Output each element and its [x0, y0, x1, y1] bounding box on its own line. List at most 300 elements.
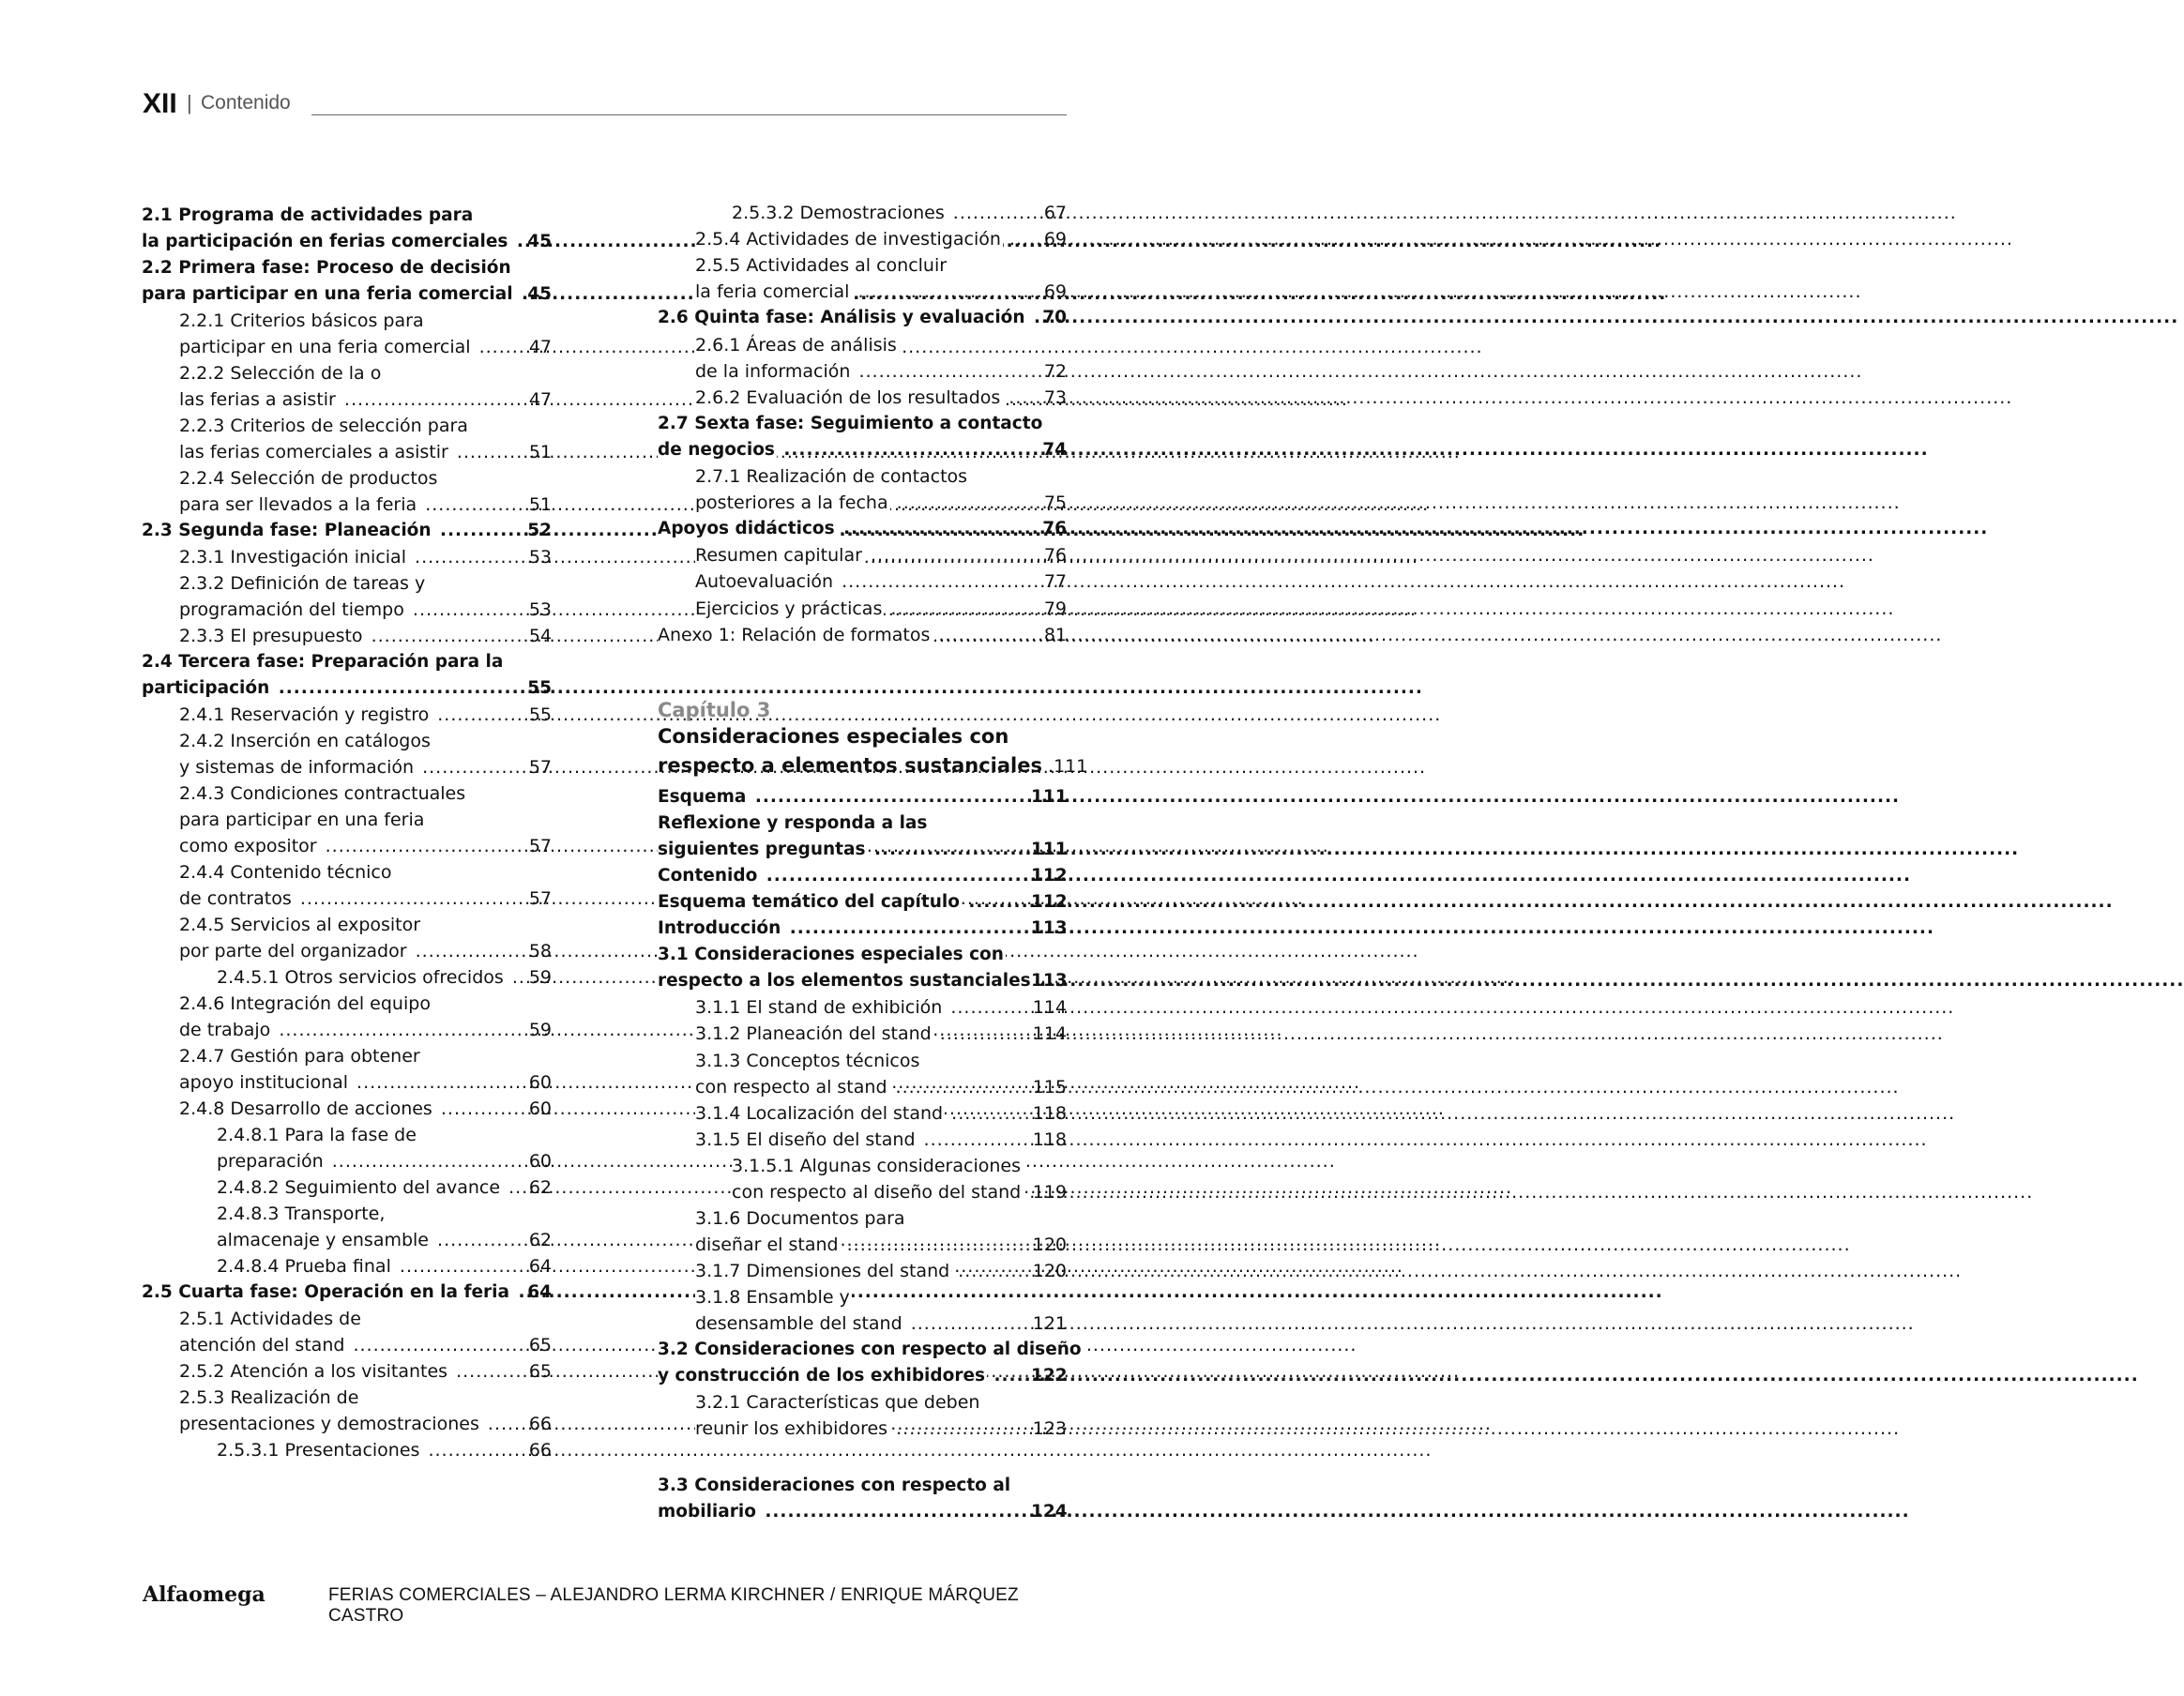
toc-entry — [658, 622, 1067, 648]
toc-entry-title — [217, 1253, 505, 1280]
toc-entry-text: la participación en ferias comerciales — [142, 232, 508, 251]
toc-entry-page: 66 — [528, 1414, 552, 1434]
toc-entry-title — [179, 465, 505, 492]
toc-entry-title — [658, 968, 1033, 994]
toc-entry-page: 76 — [1042, 519, 1067, 539]
toc-entry-page: 59 — [528, 967, 552, 988]
toc-entry-title — [658, 837, 1033, 863]
toc-entry — [142, 1253, 552, 1280]
toc-entry-text: participar en una feria comercial — [179, 337, 471, 357]
toc-entry-text: Resumen capitular — [695, 545, 862, 567]
toc-entry-title — [732, 1153, 1033, 1179]
toc-entry-title — [179, 492, 505, 518]
toc-entry — [658, 568, 1067, 595]
toc-entry-title — [658, 784, 1033, 810]
toc-entry-title — [179, 570, 505, 597]
toc-entry — [142, 570, 552, 597]
toc-entry-title — [142, 518, 505, 544]
toc-entry-text: programación del tiempo — [179, 599, 404, 620]
toc-entry-text: 2.2.1 Criterios básicos para — [179, 310, 424, 331]
toc-entry-page: 118 — [1032, 1128, 1067, 1150]
toc-entry-page: 57 — [528, 888, 552, 909]
toc-entry-title — [658, 1363, 1033, 1389]
toc-entry-page: 111 — [1031, 840, 1068, 860]
toc-entry — [142, 1017, 552, 1043]
toc-entry — [142, 360, 552, 386]
toc-entry-text: 2.3.3 El presupuesto — [179, 626, 363, 646]
toc-entry-page: 76 — [1043, 545, 1067, 567]
toc-entry-text: 2.3.2 Definición de tareas y — [179, 573, 426, 594]
toc-entry — [658, 889, 1067, 916]
toc-entry — [658, 437, 1067, 463]
toc-entry — [142, 912, 552, 938]
toc-entry — [658, 916, 1067, 942]
toc-entry — [658, 358, 1067, 385]
toc-entry-title — [179, 413, 505, 439]
toc-entry-text: atención del stand — [179, 1335, 345, 1355]
toc-entry-title — [695, 1416, 1033, 1442]
toc-entry — [658, 542, 1067, 568]
toc-entry — [142, 1306, 552, 1332]
toc-entry-page: 114 — [1032, 997, 1067, 1019]
toc-entry-text: 2.6 Quinta fase: Análisis y evaluación — [658, 308, 1025, 328]
toc-entry-title — [142, 229, 508, 255]
toc-entry-text: 2.5.3.2 Demostraciones — [732, 203, 945, 223]
toc-entry-title — [695, 1127, 1033, 1153]
toc-entry — [658, 1205, 1067, 1232]
toc-entry — [142, 1043, 552, 1069]
page-number: XII — [143, 88, 177, 119]
toc-entry — [658, 1100, 1067, 1127]
toc-entry — [142, 780, 552, 807]
toc-entry-text: Apoyos didácticos — [658, 519, 835, 539]
toc-entry — [142, 255, 552, 281]
toc-entry-title — [658, 863, 1033, 889]
toc-entry-text: Esquema temático del capítulo — [658, 892, 960, 913]
toc-entry-page: 123 — [1032, 1418, 1067, 1440]
toc-entry-page: 120 — [1032, 1260, 1067, 1281]
toc-entry — [142, 1437, 552, 1463]
toc-entry — [658, 1179, 1067, 1205]
toc-entry-text: 3.1.7 Dimensiones del stand — [695, 1260, 950, 1281]
toc-entry — [658, 305, 1067, 331]
toc-entry-text: las ferias comerciales a asistir — [179, 442, 448, 462]
toc-entry — [142, 1174, 552, 1201]
toc-entry — [142, 1122, 552, 1148]
toc-entry-title — [658, 622, 1020, 648]
toc-entry-title — [179, 754, 505, 780]
toc-entry — [142, 1069, 552, 1096]
toc-entry-title — [695, 1310, 1033, 1337]
chapter-label: Capítulo 3 — [658, 699, 771, 721]
toc-entry — [658, 411, 1067, 437]
toc-entry-title — [179, 938, 505, 964]
toc-entry-page: 74 — [1042, 439, 1067, 460]
toc-entry-page: 60 — [528, 1151, 552, 1172]
toc-entry-title — [732, 1179, 1033, 1205]
toc-entry-text: 2.5.5 Actividades al concluir — [695, 255, 948, 277]
book-reference: FERIAS COMERCIALES – ALEJANDRO LERMA KIRCHNER / ENRIQUE MÁRQUEZ CASTRO — [328, 1585, 1019, 1626]
toc-entry-text: 3.1.2 Planeación del stand — [695, 1023, 932, 1045]
toc-entry-title — [179, 859, 505, 886]
toc-entry-text: de negocios — [658, 439, 775, 460]
toc-entry-page: 111 — [1031, 787, 1068, 807]
toc-entry-page: 81 — [1043, 624, 1067, 645]
toc-entry-text: Anexo 1: Relación de formatos — [658, 624, 931, 645]
toc-entry-text: 3.2.1 Características que deben — [695, 1392, 980, 1414]
toc-entry-title — [695, 1284, 1033, 1310]
toc-entry — [142, 597, 552, 623]
toc-entry-title — [695, 1021, 1033, 1047]
toc-entry — [658, 1310, 1067, 1337]
toc-entry-page: 64 — [527, 1282, 552, 1302]
toc-entry-text: para ser llevados a la feria — [179, 494, 417, 515]
toc-entry-page: 72 — [1043, 360, 1067, 382]
toc-entry-title — [658, 411, 1043, 437]
toc-entry-title — [217, 1227, 505, 1253]
toc-entry-text: 2.4.8.1 Para la fase de — [217, 1125, 417, 1145]
toc-entry-text: 2.4.8 Desarrollo de acciones — [179, 1098, 432, 1119]
toc-entry-page: 59 — [528, 1020, 552, 1040]
toc-entry-page: 67 — [1043, 203, 1067, 223]
header-rule — [311, 114, 1067, 115]
toc-entry-text: 3.1.1 El stand de exhibición — [695, 997, 943, 1019]
toc-entry-title — [695, 490, 1020, 516]
toc-entry-page: 53 — [528, 599, 552, 620]
toc-entry-title — [179, 360, 505, 386]
toc-entry — [142, 1148, 552, 1174]
toc-entry — [142, 386, 552, 413]
toc-entry-title — [695, 463, 1020, 490]
toc-entry-text: 2.4.8.3 Transporte, — [217, 1204, 386, 1224]
toc-entry-title — [695, 568, 1020, 595]
toc-entry-text: siguientes preguntas — [658, 840, 866, 860]
toc-entry-page: 65 — [528, 1361, 552, 1382]
toc-entry-title — [695, 994, 1033, 1021]
toc-entry-title — [142, 255, 511, 281]
toc-entry-title — [179, 1306, 505, 1332]
toc-entry-text: mobiliario — [658, 1502, 756, 1522]
page-footer — [143, 1582, 1081, 1626]
toc-entry-text: Reflexione y responda a las — [658, 813, 928, 834]
toc-entry — [142, 702, 552, 728]
toc-entry-page: 112 — [1031, 866, 1068, 886]
toc-entry-title — [695, 252, 1020, 279]
toc-entry-title — [695, 1205, 1033, 1232]
toc-entry — [142, 675, 552, 702]
toc-entry-text: para participar en una feria comercial — [142, 284, 513, 304]
toc-entry-page: 60 — [528, 1098, 552, 1119]
toc-entry — [658, 1416, 1067, 1442]
toc-entry — [142, 859, 552, 886]
chapter-title-line-2 — [658, 751, 1087, 780]
toc-entry-text: 3.1.5 El diseño del stand — [695, 1128, 916, 1150]
toc-entry-title — [658, 1499, 1033, 1525]
toc-entry-text: de trabajo — [179, 1020, 271, 1040]
toc-entry-text: Introducción — [658, 918, 781, 939]
toc-entry-text: para participar en una feria — [179, 810, 425, 830]
toc-entry-text: 2.2.3 Criterios de selección para — [179, 416, 468, 436]
toc-entry-title — [179, 597, 505, 623]
toc-entry-page: 121 — [1032, 1313, 1067, 1334]
toc-entry — [658, 1363, 1067, 1389]
toc-entry-page: 55 — [528, 704, 552, 725]
toc-entry-text: por parte del organizador — [179, 941, 407, 962]
toc-entry — [142, 754, 552, 780]
chapter-title-page: 111 — [1054, 756, 1088, 777]
toc-entry-text: 2.2.2 Selección de la o — [179, 363, 382, 384]
header-separator: | — [187, 91, 192, 114]
toc-entry-text: 2.5 Cuarta fase: Operación en la feria — [142, 1282, 509, 1302]
toc-entry-title — [695, 385, 1020, 411]
toc-entry-text: de la información — [695, 360, 851, 382]
toc-entry-title — [695, 1258, 1033, 1284]
toc-entry-page: 70 — [1042, 308, 1067, 328]
page-header — [143, 88, 1067, 118]
toc-entry-title — [142, 281, 513, 308]
toc-entry-page: 55 — [527, 678, 552, 698]
toc-entry-text: 2.4.7 Gestión para obtener — [179, 1046, 420, 1067]
toc-entry-title — [695, 279, 1020, 305]
toc-entry-title — [179, 1411, 505, 1437]
toc-entry-title — [658, 916, 1033, 942]
toc-entry-text: 2.4.8.4 Prueba final — [217, 1256, 391, 1277]
toc-entry — [658, 1232, 1067, 1258]
toc-entry-page: 45 — [527, 232, 552, 251]
toc-entry — [658, 1074, 1067, 1100]
toc-entry-text: la feria comercial — [695, 281, 850, 303]
toc-entry — [658, 385, 1067, 411]
toc-entry-text: 2.1 Programa de actividades para — [142, 205, 474, 225]
toc-entry — [142, 308, 552, 334]
toc-entry-text: 2.4.3 Condiciones contractuales — [179, 783, 466, 804]
toc-entry-text: apoyo institucional — [179, 1072, 348, 1093]
toc-entry — [658, 516, 1067, 542]
toc-entry-page: 122 — [1031, 1366, 1068, 1386]
toc-entry-title — [217, 1122, 505, 1148]
toc-entry-text: posteriores a la fecha — [695, 492, 888, 514]
toc-entry-title — [695, 1074, 1033, 1100]
toc-entry-text: Autoevaluación — [695, 571, 834, 593]
toc-entry-title — [179, 1017, 505, 1043]
toc-entry — [658, 252, 1067, 279]
toc-entry-page: 54 — [528, 626, 552, 646]
toc-entry-title — [217, 1174, 505, 1201]
toc-entry-text: 3.1.4 Localización del stand — [695, 1102, 944, 1124]
toc-entry — [658, 596, 1067, 622]
toc-entry-page: 58 — [528, 941, 552, 962]
toc-entry-text: diseñar el stand — [695, 1234, 839, 1255]
toc-entry-title — [695, 596, 1020, 622]
toc-entry-text: 3.1.6 Documentos para — [695, 1207, 905, 1229]
toc-entry-page: 79 — [1043, 598, 1067, 619]
toc-entry — [142, 544, 552, 570]
toc-entry-page: 120 — [1032, 1234, 1067, 1255]
toc-entry-text: 2.5.1 Actividades de — [179, 1309, 361, 1329]
toc-entry-title — [179, 308, 505, 334]
toc-entry — [142, 518, 552, 544]
toc-entry-text: 2.4.5.1 Otros servicios ofrecidos — [217, 967, 504, 988]
toc-entry-text: 2.6.1 Áreas de análisis — [695, 334, 897, 356]
toc-entry-text: 2.4 Tercera fase: Preparación para la — [142, 652, 504, 672]
toc-entry-title — [179, 886, 505, 912]
toc-entry-page: 53 — [528, 547, 552, 568]
toc-entry — [658, 1127, 1067, 1153]
toc-entry-title — [217, 1437, 505, 1463]
toc-entry — [658, 279, 1067, 305]
toc-entry — [142, 439, 552, 465]
toc-entry — [142, 281, 552, 308]
toc-entry-text: 2.2.4 Selección de productos — [179, 468, 438, 489]
toc-entry-page: 113 — [1031, 971, 1068, 992]
toc-entry-page: 112 — [1031, 892, 1068, 913]
toc-entry-page: 51 — [528, 494, 552, 515]
toc-entry-title — [179, 991, 505, 1017]
toc-entry — [142, 229, 552, 255]
toc-entry-text: Ejercicios y prácticas — [695, 598, 883, 619]
toc-entry-page: 69 — [1043, 281, 1067, 303]
toc-entry — [658, 863, 1067, 889]
toc-entry-page: 115 — [1032, 1076, 1067, 1098]
toc-entry-title — [695, 1389, 1033, 1416]
header-section-title: Contenido — [201, 92, 291, 114]
toc-entry-title — [658, 437, 1020, 463]
toc-entry — [142, 465, 552, 492]
toc-entry-title — [217, 1201, 505, 1227]
toc-entry — [658, 1021, 1067, 1047]
toc-entry-title — [695, 226, 1020, 252]
toc-entry-text: 2.2 Primera fase: Proceso de decisión — [142, 258, 511, 278]
toc-entry-text: participación — [142, 678, 270, 698]
toc-entry — [658, 1389, 1067, 1416]
toc-entry-text: 2.4.6 Integración del equipo — [179, 993, 431, 1014]
toc-entry-text: 3.3 Consideraciones con respecto al — [658, 1476, 1011, 1496]
toc-entry-title — [179, 807, 505, 833]
toc-entry-page: 57 — [528, 757, 552, 778]
toc-entry — [658, 226, 1067, 252]
toc-entry — [658, 994, 1067, 1021]
toc-entry — [142, 203, 552, 229]
toc-entry-text: 2.5.2 Atención a los visitantes — [179, 1361, 448, 1382]
toc-entry-page: 118 — [1032, 1102, 1067, 1124]
toc-entry-title — [695, 1048, 1033, 1074]
toc-entry-title — [179, 780, 505, 807]
toc-entry-text: almacenaje y ensamble — [217, 1230, 429, 1250]
toc-entry-page: 77 — [1043, 571, 1067, 593]
toc-entry-title — [142, 203, 505, 229]
toc-entry — [142, 623, 552, 649]
toc-entry — [142, 1358, 552, 1385]
toc-entry-text: Contenido — [658, 866, 758, 886]
toc-entry-text: 2.7.1 Realización de contactos — [695, 466, 968, 487]
toc-entry — [658, 1499, 1067, 1525]
toc-entry-text: 2.5.3.1 Presentaciones — [217, 1440, 420, 1461]
toc-entry-text: 2.4.4 Contenido técnico — [179, 862, 392, 883]
toc-entry-title — [179, 1043, 505, 1069]
toc-entry — [142, 728, 552, 754]
toc-entry-page: 62 — [528, 1230, 552, 1250]
toc-entry — [142, 1411, 552, 1437]
toc-entry-text: 3.1.5.1 Algunas consideraciones — [732, 1155, 1021, 1176]
chapter-title-line-1: Consideraciones especiales con — [658, 725, 1009, 748]
toc-entry-text: 3.2 Consideraciones con respecto al diseño — [658, 1340, 1082, 1360]
toc-entry — [658, 490, 1067, 516]
toc-entry-title — [142, 1280, 509, 1306]
toc-entry-page: 51 — [528, 442, 552, 462]
toc-entry-page: 65 — [528, 1335, 552, 1355]
toc-entry-page: 64 — [528, 1256, 552, 1277]
toc-entry-text: 3.1.8 Ensamble y — [695, 1286, 850, 1308]
toc-entry-title — [179, 912, 505, 938]
toc-entry — [658, 463, 1067, 490]
toc-entry-title — [217, 964, 505, 991]
toc-entry-title — [658, 305, 1025, 331]
toc-entry-title — [658, 942, 1033, 968]
toc-entry-title — [179, 439, 505, 465]
toc-entry-text: 2.4.8.2 Seguimiento del avance — [217, 1177, 501, 1198]
toc-entry-title — [142, 675, 505, 702]
toc-entry-title — [658, 810, 1033, 837]
toc-entry-text: y sistemas de información — [179, 757, 415, 778]
toc-entry-title — [179, 1332, 505, 1358]
toc-entry-text: 2.3 Segunda fase: Planeación — [142, 521, 432, 540]
toc-entry-page: 47 — [528, 389, 552, 410]
toc-entry-title — [179, 1358, 505, 1385]
toc-entry — [658, 1473, 1067, 1499]
toc-entry-text: desensamble del stand — [695, 1313, 902, 1334]
toc-entry — [658, 1337, 1082, 1363]
toc-entry — [142, 991, 552, 1017]
toc-entry-page: 113 — [1031, 918, 1068, 939]
toc-entry — [142, 649, 552, 675]
toc-entry-title — [695, 1100, 1033, 1127]
toc-entry-text: 2.6.2 Evaluación de los resultados — [695, 386, 1001, 408]
toc-entry-title — [179, 334, 505, 360]
toc-entry — [658, 332, 1067, 358]
toc-entry — [142, 1096, 552, 1122]
toc-entry-title — [658, 516, 1020, 542]
toc-entry-text: Esquema — [658, 787, 747, 807]
toc-entry-text: 2.3.1 Investigación inicial — [179, 547, 406, 568]
toc-entry — [142, 807, 552, 833]
toc-entry-title — [179, 1385, 505, 1411]
toc-entry-title — [695, 358, 1020, 385]
toc-entry — [658, 200, 1067, 226]
toc-entry — [658, 837, 1067, 863]
toc-entry-text: y construcción de los exhibidores — [658, 1366, 986, 1386]
toc-entry — [142, 1332, 552, 1358]
toc-entry — [658, 1153, 1067, 1179]
toc-entry-text: preparación — [217, 1151, 324, 1172]
toc-entry-page: 57 — [528, 836, 552, 856]
toc-entry — [142, 1385, 552, 1411]
toc-entry — [142, 938, 552, 964]
toc-entry — [142, 964, 552, 991]
toc-entry-text: respecto a los elementos sustanciales — [658, 971, 1031, 992]
toc-entry — [658, 784, 1067, 810]
toc-entry-text: presentaciones y demostraciones — [179, 1414, 479, 1434]
toc-entry-title — [179, 833, 505, 859]
toc-entry-title — [658, 1337, 1082, 1363]
toc-entry-page: 66 — [528, 1440, 552, 1461]
toc-entry-text: 2.5.3 Realización de — [179, 1387, 359, 1408]
toc-entry-text: como expositor — [179, 836, 317, 856]
toc-entry — [658, 942, 1067, 968]
toc-entry-title — [179, 702, 505, 728]
publisher-logo: Alfaomega — [143, 1582, 265, 1607]
toc-entry-page: 62 — [528, 1177, 552, 1198]
toc-entry — [142, 886, 552, 912]
